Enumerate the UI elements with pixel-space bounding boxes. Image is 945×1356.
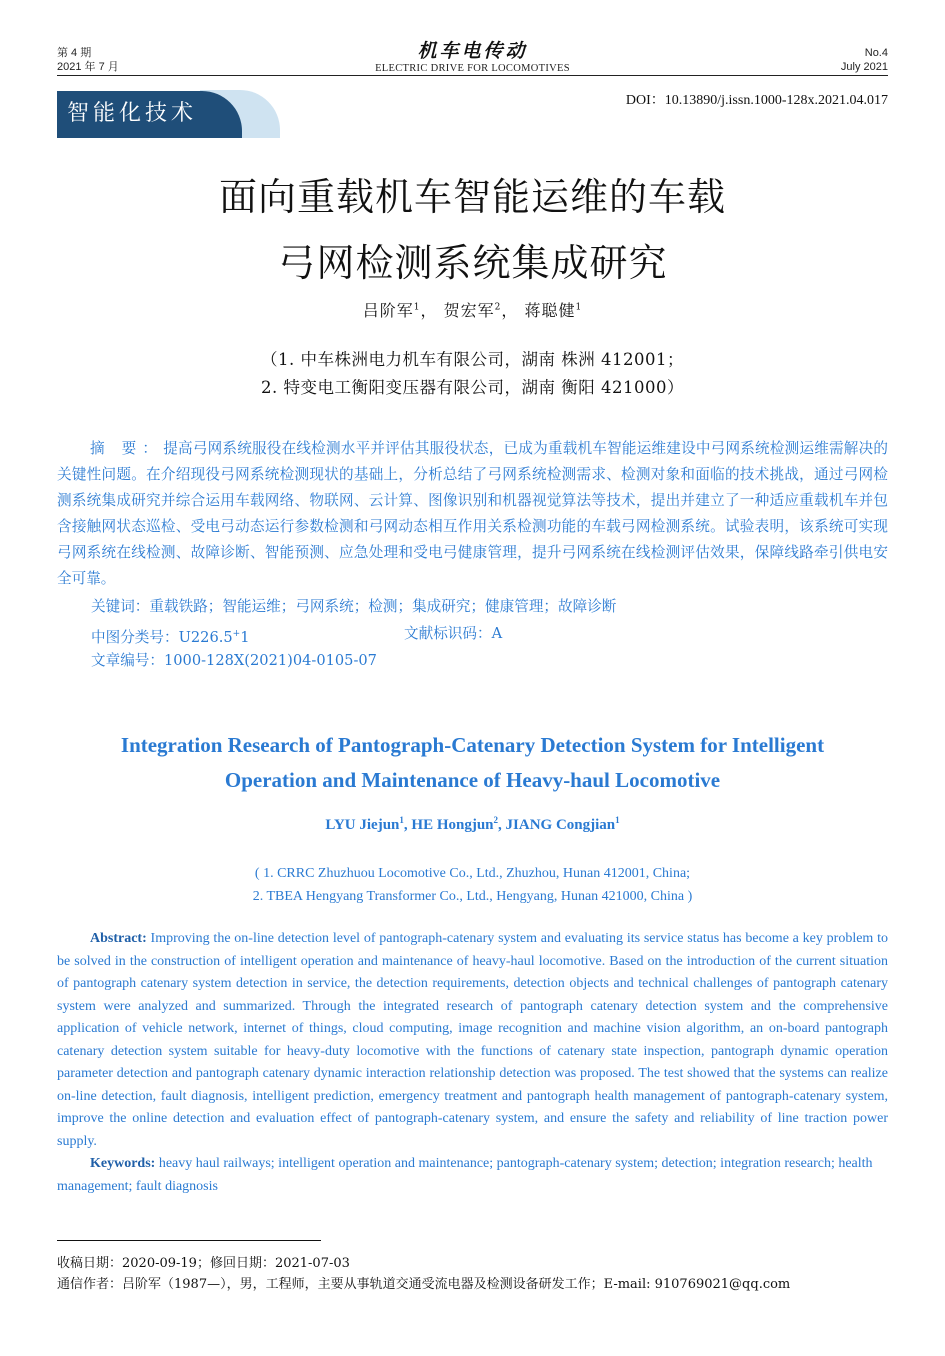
clc-cn: 中图分类号：U226.5+1 bbox=[91, 628, 250, 646]
keywords-cn-text: 重载铁路；智能运维；弓网系统；检测；集成研究；健康管理；故障诊断 bbox=[149, 598, 617, 615]
abstract-en-text: Improving the on-line detection level of pantograph-catenary system and evaluating its service status has become a key problem to be solved in the construction of intelligent operation and maintenance of heavy-haul locomotive. Based on the introduction of the current situation of pantograph catenary system detection in service, the detection requirements, detection objects and technical challenges of pantograph catenary system were analyzed and summarized. Through the integrated research of pantograph catenary detection system and the comprehensive application of vehicle network, internet of things, cloud computing, image recognition and machine vision algorithm, an on-board pantograph catenary detection system suitable for heavy-duty locomotive with the functions of catenary state inspection, pantograph dynamic operation parameter detection and pantograph catenary dynamic interaction relationship detection was proposed. The test showed that the systems can realize on-line detection, fault diagnosis, intelligent prediction, emergency treatment and pantograph health management of pantograph-catenary system, improve the online detection and evaluation effect of pantograph-catenary system, and ensure the safety and reliability of line traction power supply. bbox=[57, 931, 888, 1149]
abstract-cn-label: 摘 要： bbox=[90, 440, 164, 457]
title-cn-line1: 面向重载机车智能运维的车载 bbox=[218, 175, 726, 219]
footnote-received: 收稿日期：2020-09-19；修回日期：2021-07-03 bbox=[57, 1256, 350, 1271]
date-en: July 2021 bbox=[840, 61, 888, 73]
title-en-line1: Integration Research of Pantograph-Catenary Detection System for Intelligent bbox=[120, 733, 825, 757]
keywords-en-text: heavy haul railways; intelligent operation and maintenance; pantograph-catenary system; detection; integration research; health management; fault diagnosis bbox=[57, 1156, 873, 1194]
keywords-en-label: Keywords: bbox=[90, 1156, 156, 1171]
issue-cn: 第 4 期 bbox=[57, 47, 92, 59]
doc-code-cn: 文献标识码：A bbox=[404, 625, 503, 642]
header-rule bbox=[57, 75, 888, 76]
title-en-line2: Operation and Maintenance of Heavy-haul Locomotive bbox=[224, 768, 721, 792]
author-cn: 蒋聪健 bbox=[524, 301, 576, 320]
affiliation-cn-line2: 2. 特变电工衡阳变压器有限公司，湖南 衡阳 421000） bbox=[261, 378, 684, 397]
author-cn: 吕阶军 bbox=[362, 301, 414, 320]
journal-title-en: ELECTRIC DRIVE FOR LOCOMOTIVES bbox=[375, 63, 570, 74]
author-en: JIANG Congjian bbox=[505, 817, 616, 833]
keywords-en bbox=[57, 1153, 888, 1198]
keywords-cn bbox=[91, 597, 888, 617]
footnote-rule bbox=[57, 1240, 321, 1241]
abstract-en bbox=[57, 928, 888, 1153]
article-no-cn: 文章编号：1000-128X(2021)04-0105-07 bbox=[91, 652, 377, 669]
author-cn: 贺宏军 bbox=[443, 301, 495, 320]
section-tab: 智能化技术 bbox=[57, 91, 242, 138]
abstract-cn bbox=[57, 436, 888, 592]
abstract-cn-text: 提高弓网系统服役在线检测水平并评估其服役状态，已成为重载机车智能运维建设中弓网系统检测运维需解决的关键性问题。在介绍现役弓网系统检测现状的基础上，分析总结了弓网系统检测需求、检测对象和面临的技术挑战，通过弓网检测系统集成研究并综合运用车载网络、物联网、云计算、图像识别和机器视觉算法等技术，提出并建立了一种适应重载机车并包含接触网状态巡检、受电弓动态运行参数检测和弓网动态相互作用关系检测功能的车载弓网检测系统。试验表明，该系统可实现弓网系统在线检测、故障诊断、智能预测、应急处理和受电弓健康管理，提升弓网系统在线检测评估效果，保障线路牵引供电安全可靠。 bbox=[57, 440, 888, 587]
authors-cn: 吕阶军$^1$， 贺宏军$^2$， 蒋聪健$^1$ bbox=[362, 301, 583, 320]
author-en: LYU Jiejun bbox=[325, 817, 400, 833]
doi: DOI：10.13890/j.issn.1000-128x.2021.04.017 bbox=[625, 93, 888, 108]
footnote-author: 通信作者：吕阶军（1987—），男，工程师，主要从事轨道交通受流电器及检测设备研发工作；E-mail: 910769021@qq.com bbox=[57, 1277, 791, 1292]
affiliation-en-line2: 2. TBEA Hengyang Transformer Co., Ltd., Hengyang, Hunan 421000, China ) bbox=[252, 889, 693, 904]
keywords-cn-label: 关键词： bbox=[91, 598, 150, 615]
affiliation-cn-line1: （1. 中车株洲电力机车有限公司，湖南 株洲 412001； bbox=[261, 350, 684, 369]
affiliation-en-line1: ( 1. CRRC Zhuzhuou Locomotive Co., Ltd., Zhuzhou, Hunan 412001, China; bbox=[254, 866, 691, 881]
journal-title-cn: 机车电传动 bbox=[417, 40, 528, 62]
date-cn: 2021 年 7 月 bbox=[57, 61, 119, 73]
authors-en: LYU Jiejun$^1$, HE Hongjun$^2$, JIANG Congjian$^1$ bbox=[325, 815, 620, 833]
author-en: HE Hongjun bbox=[411, 817, 494, 833]
title-cn-line2: 弓网检测系统集成研究 bbox=[277, 241, 668, 285]
abstract-en-label: Abstract: bbox=[90, 931, 147, 946]
issue-en: No.4 bbox=[864, 47, 888, 59]
